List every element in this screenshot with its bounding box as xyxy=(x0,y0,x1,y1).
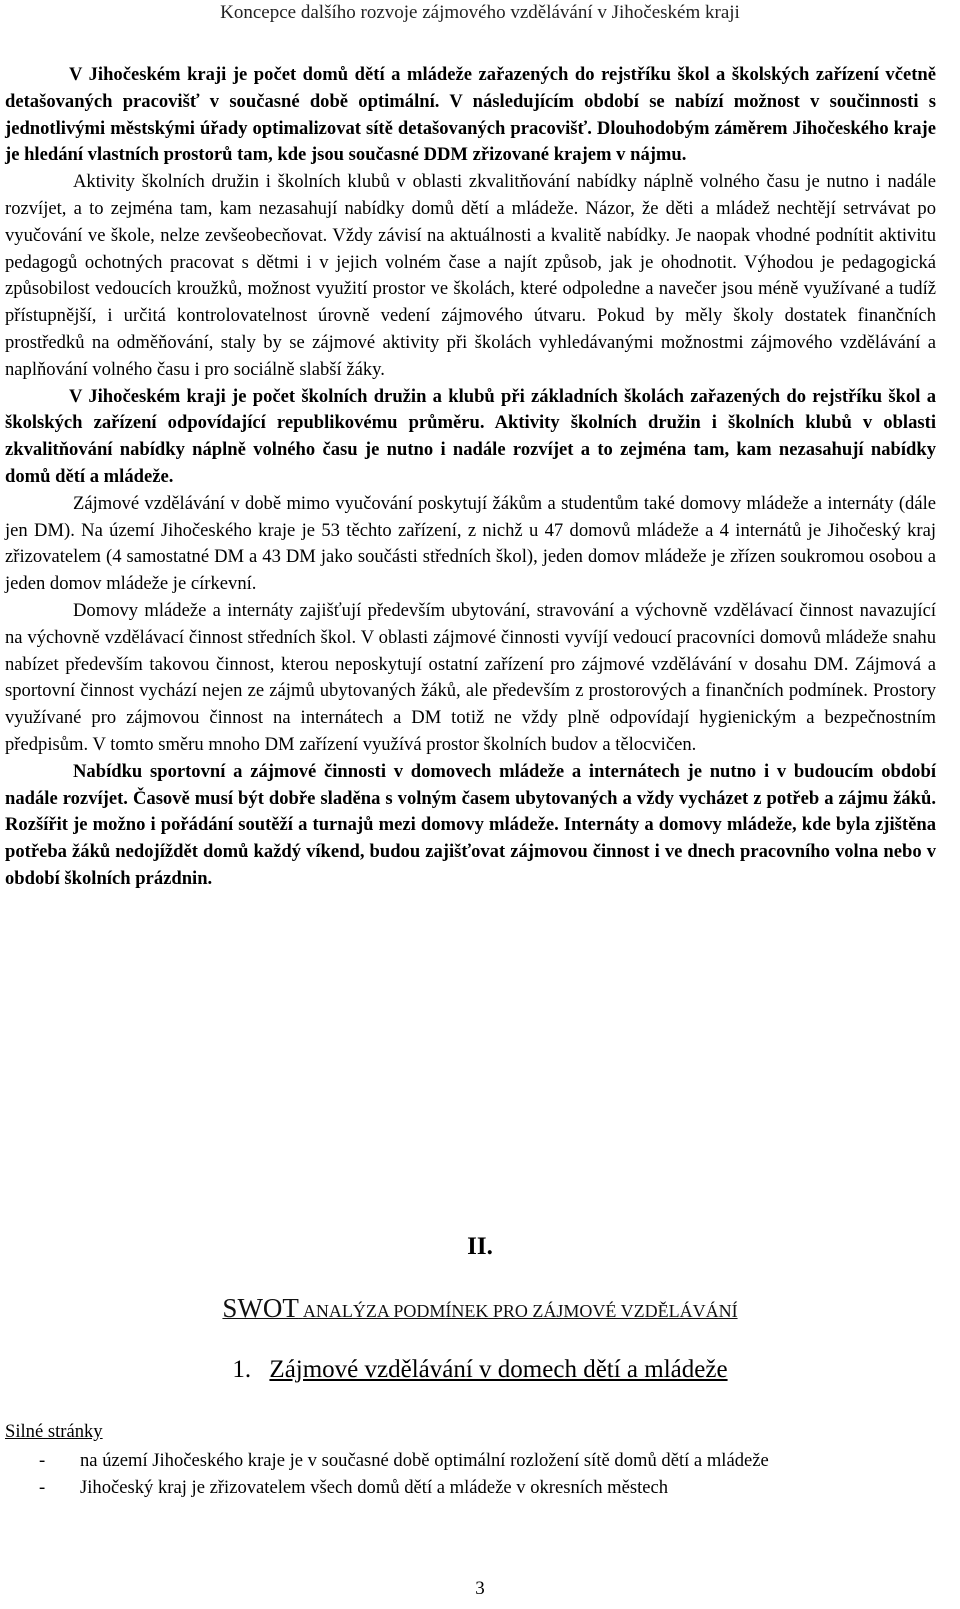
chapter-title-swot: SWOT xyxy=(222,1293,299,1323)
chapter-title-rest: ANALÝZA PODMÍNEK PRO ZÁJMOVÉ VZDĚLÁVÁNÍ xyxy=(302,1301,738,1321)
page-number: 3 xyxy=(475,1578,485,1599)
paragraph-school-clubs: Aktivity školních družin i školních klubů v oblasti zkvalitňování nabídky náplně volného času je nutno i nadále rozvíjet, a to zejména tam, kam nezasahují nabídky domů dětí a mládeže. Názor, že děti a mládež nechtějí setrvávat po vyučování ve škole, nelze zevšeobecňovat. Vždy závisí na aktuálnosti a kvalitě nabídky. Je naopak vhodné podnítit aktivitu pedagogů ochotných pracovat s dětmi i v jejich volném čase a najít způsob, jak je ohodnotit. Výhodou je pedagogická způsobilost vedoucích kroužků, možnost využití prostor ve školách, které odpoledne a navečer jsou méně využívané a tudíž přístupnější, i určitá kontrolovatelnost úrovně vedení zájmového útvaru. Pokud by měly školy dostatek finančních prostředků na odměňování, staly by se zájmové aktivity při školách vyhledávanými možnostmi zájmového vzdělávání a naplňování volného času i pro sociálně slabší žáky. xyxy=(5,171,936,380)
running-header: Koncepce dalšího rozvoje zájmového vzdělávání v Jihočeském kraji xyxy=(220,2,740,23)
paragraph-dormitory-activities: Domovy mládeže a internáty zajišťují především ubytování, stravování a výchovně vzdělávací činnost navazující na výchovně vzdělávací činnost středních škol. V oblasti zájmové činnosti vyvíjí vedoucí pracovníci domovů mládeže snahu nabízet především takovou činnost, kterou neposkytují ostatní zařízení pro zájmové vzdělávání v dosahu DM. Zájmová a sportovní činnost vychází nejen ze zájmů ubytovaných žáků, ale především z prostorových a finančních podmínek. Prostory využívané pro zájmovou činnost na internátech a DM totiž ne vždy plně odpovídají hygienickým a bezpečnostním předpisům. V tomto směru mnoho DM zařízení využívá prostor školních budov a tělocvičen. xyxy=(5,599,936,755)
section-heading xyxy=(0,1356,960,1384)
strengths-list xyxy=(5,1448,936,1502)
paragraph-clubs-average xyxy=(5,384,936,491)
bold-text: V Jihočeském kraji je počet školních družin a klubů při základních školách zařazených do rejstříku škol a školských zařízení odpovídající republikovému průměru. Aktivity školních družin i školních klubů v oblasti zkvalitňování nabídky náplně volného času je nutno i nadále rozvíjet a to zejména tam, kam nezasahují nabídky domů dětí a mládeže. xyxy=(5,385,936,487)
paragraph-dm-network xyxy=(5,62,936,169)
subheading-strengths: Silné stránky xyxy=(5,1421,103,1442)
list-item-text: Jihočeský kraj je zřizovatelem všech domů dětí a mládeže v okresních městech xyxy=(80,1476,669,1498)
list-dash: - xyxy=(39,1476,46,1498)
paragraph-dormitories: Zájmové vzdělávání v době mimo vyučování poskytují žákům a studentům také domovy mládeže a internáty (dále jen DM). Na území Jihočeského kraje je 53 těchto zařízení, z nichž u 47 domovů mládeže a 4 internátů je Jihočeský kraj zřizovatelem (4 samostatné DM a 43 DM jako součásti středních škol), jeden domov mládeže je zřízen soukromou osobou a jeden domov mládeže je církevní. xyxy=(5,492,936,595)
list-item xyxy=(5,1475,936,1502)
bold-text: Nabídku sportovní a zájmové činnosti v domovech mládeže a internátech je nutno i v budoucím období nadále rozvíjet. Časově musí být dobře sladěna s volným časem ubytovaných a vždy vycházet z potřeb a zájmu žáků. Rozšířit je možno i pořádání soutěží a turnajů mezi domovy mládeže. Internáty a domovy mládeže, kde byla zjištěna potřeba žáků nedojíždět domů každý víkend, budou zajišťovat zájmovou činnost i ve dnech pracovního volna nebo v období školních prázdnin. xyxy=(5,760,936,889)
list-item xyxy=(5,1448,936,1475)
chapter-title xyxy=(0,1293,960,1324)
list-item-text: na území Jihočeského kraje je v současné době optimální rozložení sítě domů dětí a mládeže xyxy=(80,1450,769,1471)
document-body xyxy=(5,62,936,893)
section-title: Zájmové vzdělávání v domech dětí a mládeže xyxy=(269,1356,728,1383)
section-number: 1. xyxy=(232,1356,252,1383)
list-dash: - xyxy=(39,1450,46,1471)
chapter-number: II. xyxy=(467,1233,493,1260)
paragraph-sport-offer xyxy=(5,759,936,893)
bold-text: V Jihočeském kraji je počet domů dětí a mládeže zařazených do rejstříku škol a školských zařízení včetně detašovaných pracovišť v současné době optimální. V následujícím období se nabízí možnost v součinnosti s jednotlivými městskými úřady optimalizovat sítě detašovaných pracovišť. Dlouhodobým záměrem Jihočeského kraje je hledání vlastních prostorů tam, kde jsou současné DDM zřizované krajem v nájmu. xyxy=(5,64,936,166)
